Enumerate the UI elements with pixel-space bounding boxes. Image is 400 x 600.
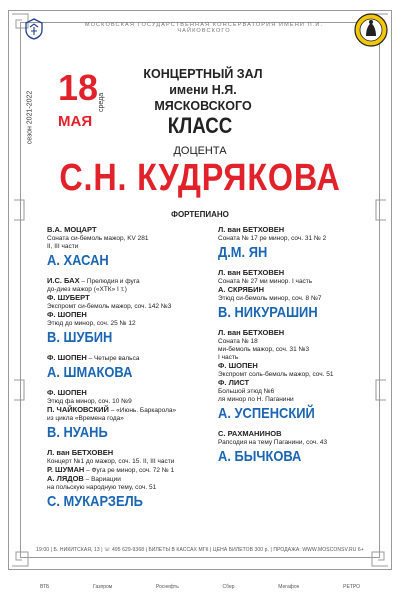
class-title: КЛАСС [167, 113, 233, 138]
composer-name: Л. ван БЕТХОВЕН [47, 448, 114, 457]
work-title: Этюд до минор, соч. 25 № 12 [47, 320, 136, 327]
performer-name: В. НУАНЬ [47, 424, 108, 441]
repertoire-line [218, 379, 388, 388]
composer-name: Л. ван БЕТХОВЕН [218, 268, 285, 277]
sponsor-logos [40, 582, 360, 592]
composer-name: Ф. ШОПЕН [218, 361, 258, 370]
work-title: Соната № 17 ре минор, соч. 31 № 2 [218, 235, 327, 242]
hall-line-1: КОНЦЕРТНЫЙ ЗАЛ [143, 67, 263, 81]
work-title: Рапсодия на тему Паганини, соч. 43 [218, 439, 328, 446]
repertoire-line [47, 243, 217, 251]
composer-name: Ф. ШУБЕРТ [47, 293, 90, 302]
work-title: ля минор по Н. Паганини [218, 396, 294, 403]
composer-name: А. ЛЯДОВ [47, 474, 84, 483]
sponsor-logo: Сбер [222, 584, 235, 590]
concert-weekday: среда [98, 92, 105, 112]
work-title: – «Июнь. Баркарола» [108, 407, 177, 414]
work-title: Этюд си-бемоль минор, соч. 8 №7 [218, 295, 322, 302]
performer-name: А. БЫЧКОВА [218, 448, 302, 465]
work-title: – Прелюдия и фуга [79, 278, 140, 285]
program-block [47, 389, 217, 441]
concert-info-footer: 19:00 | Б. НИКИТСКАЯ, 13 | ☏ 495 629-9368 | БИЛЕТЫ В КАССАХ МГК | ЦЕНА БИЛЕТОВ 300 р. | ПРОДАЖА: WWW.MOSCONSV.RU 6+ [36, 547, 364, 553]
composer-name: Ф. ЛИСТ [218, 378, 250, 387]
program-column-right [218, 226, 388, 473]
work-title: Соната № 27 ми минор. I часть [218, 278, 313, 285]
work-title: II, III части [47, 243, 79, 250]
sponsor-logo: Роснефть [155, 584, 179, 590]
docent-title: ДОЦЕНТА [173, 145, 227, 157]
performer-name: А. УСПЕНСКИЙ [218, 405, 315, 422]
program-column-left [47, 226, 217, 518]
program-block [218, 329, 388, 422]
repertoire-line [218, 338, 388, 346]
repertoire-line [47, 226, 217, 235]
repertoire-line [47, 415, 217, 423]
composer-name: Р. ШУМАН [47, 465, 85, 474]
repertoire-line [47, 354, 217, 363]
work-title: – Четыре вальса [86, 355, 140, 362]
repertoire-line [218, 430, 388, 439]
hall-name [128, 66, 278, 114]
hall-line-2: имени Н.Я. МЯСКОВСКОГО [154, 83, 252, 113]
repertoire-line [47, 294, 217, 303]
program-block [218, 430, 388, 465]
repertoire-line [47, 389, 217, 398]
composer-name: Л. ван БЕТХОВЕН [218, 225, 285, 234]
repertoire-line [218, 362, 388, 371]
repertoire-line [218, 329, 388, 338]
work-title: – Фуга ре минор, соч. 72 № 1 [84, 467, 175, 474]
repertoire-line [218, 388, 388, 396]
teacher-name: С.Н. КУДРЯКОВА [59, 157, 341, 199]
composer-name: Ф. ШОПЕН [47, 388, 87, 397]
composer-name: П. ЧАЙКОВСКИЙ [47, 405, 109, 414]
repertoire-line [218, 346, 388, 354]
sponsor-logo: Газпром [93, 584, 113, 590]
work-title: Этюд фа минор, соч. 10 №9 [47, 398, 132, 405]
repertoire-line [47, 449, 217, 458]
conservatory-name: МОСКОВСКАЯ ГОСУДАРСТВЕННАЯ КОНСЕРВАТОРИЯ ИМЕНИ П.И. ЧАЙКОВСКОГО [84, 22, 324, 34]
repertoire-line [218, 295, 388, 303]
performer-name: А. ШМАКОВА [47, 364, 133, 381]
repertoire-line [47, 406, 217, 415]
season-label: сезон 2021-2022 [26, 90, 34, 145]
performer-name: С. МУКАРЗЕЛЬ [47, 493, 143, 510]
work-title: – Вариации [83, 476, 121, 483]
repertoire-line [218, 439, 388, 447]
work-title: Экспромт соль-бемоль мажор, соч. 51 [218, 371, 334, 378]
program-block [47, 449, 217, 510]
instrument-label: ФОРТЕПИАНО [171, 210, 229, 219]
repertoire-line [47, 320, 217, 328]
performer-name: Д.М. ЯН [218, 244, 268, 261]
work-title: Соната № 18 [218, 338, 258, 345]
work-title: Большой этюд №6 [218, 388, 275, 395]
repertoire-line [218, 226, 388, 235]
work-title: до-диез мажор («ХТК» I т.) [47, 286, 127, 293]
performer-name: В. ШУБИН [47, 329, 113, 346]
composer-name: В.А. МОЦАРТ [47, 225, 97, 234]
repertoire-line [218, 286, 388, 295]
program-block [47, 354, 217, 381]
composer-name: Ф. ШОПЕН [47, 353, 87, 362]
repertoire-line [47, 311, 217, 320]
sponsor-logo: Мегафон [278, 584, 300, 590]
repertoire-line [47, 277, 217, 286]
program-block [47, 226, 217, 269]
repertoire-line [218, 235, 388, 243]
repertoire-line [218, 396, 388, 404]
repertoire-line [47, 235, 217, 243]
ministry-emblem-icon [24, 18, 44, 40]
repertoire-line [47, 475, 217, 484]
work-title: из цикла «Времена года» [47, 415, 124, 422]
conservatory-seal-icon [353, 12, 389, 48]
concert-day: 18 [58, 67, 99, 108]
work-title: Соната си-бемоль мажор, KV 281 [47, 235, 149, 242]
work-title: на польскую народную тему, соч. 51 [47, 484, 157, 491]
program-block [47, 277, 217, 346]
composer-name: Ф. ШОПЕН [47, 310, 87, 319]
work-title: I часть [218, 354, 239, 361]
sponsor-logo: ВТБ [40, 584, 50, 590]
sponsor-logo: РЕТРО [343, 584, 360, 590]
repertoire-line [47, 484, 217, 492]
performer-name: В. НИКУРАШИН [218, 304, 318, 321]
work-title: Экспромт си-бемоль мажор, соч. 142 №3 [47, 303, 172, 310]
repertoire-line [218, 269, 388, 278]
performer-name: А. ХАСАН [47, 252, 109, 269]
concert-month: МАЯ [58, 113, 93, 130]
work-title: ми-бемоль мажор, соч. 31 №3 [218, 346, 310, 353]
work-title: Концерт №1 до мажор, соч. 15. II, III части [47, 458, 175, 465]
composer-name: А. СКРЯБИН [218, 285, 264, 294]
program-block [218, 269, 388, 321]
composer-name: И.С. БАХ [47, 276, 80, 285]
composer-name: С. РАХМАНИНОВ [218, 429, 282, 438]
program-block [218, 226, 388, 261]
composer-name: Л. ван БЕТХОВЕН [218, 328, 285, 337]
